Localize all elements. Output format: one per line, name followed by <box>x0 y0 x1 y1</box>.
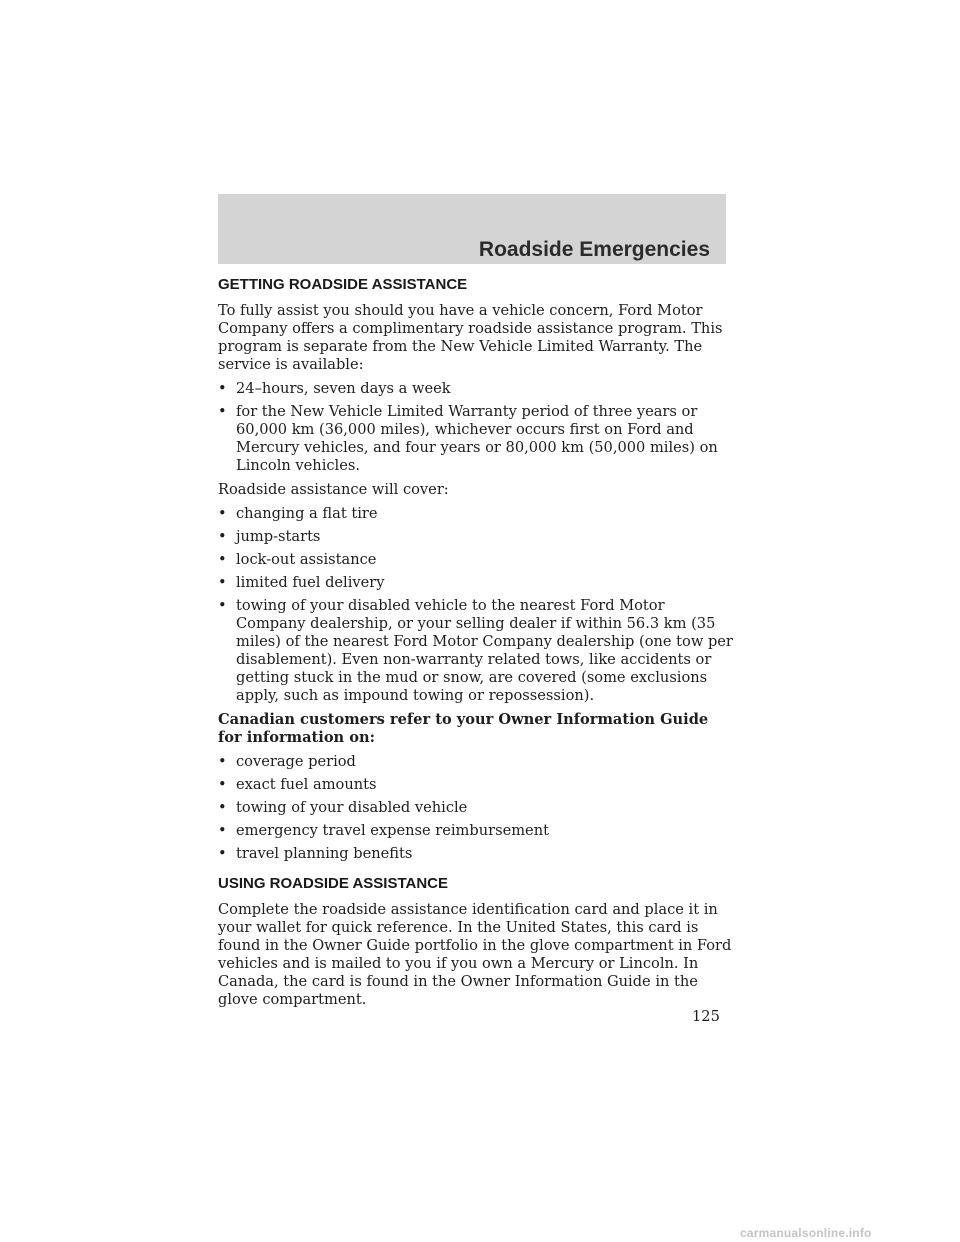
bullet-icon: • <box>218 799 227 816</box>
heading-getting-roadside-assistance: GETTING ROADSIDE ASSISTANCE <box>218 276 468 293</box>
list-item: • towing of your disabled vehicle to the nearest Ford Motor Company dealership, or your selling dealer if within 56.3 km (35 miles) of the nearest Ford Motor Company dealership (one tow per disablement). Even non-warranty related tows, like accidents or getting stuck in the mud or snow, are covered (some exclusions apply, such as impound towing or repossession). <box>218 597 733 704</box>
page-content <box>218 276 733 1015</box>
bullet-icon: • <box>218 505 227 522</box>
list-item: • exact fuel amounts <box>218 776 377 793</box>
coverage-list <box>218 505 733 705</box>
bullet-icon: • <box>218 845 227 862</box>
bullet-icon: • <box>218 403 227 420</box>
list-item: • towing of your disabled vehicle <box>218 799 468 816</box>
coverage-intro: Roadside assistance will cover: <box>218 481 449 498</box>
canada-note: Canadian customers refer to your Owner Information Guide for information on: <box>218 711 709 746</box>
list-item: • coverage period <box>218 753 356 770</box>
bullet-icon: • <box>218 753 227 770</box>
using-paragraph: Complete the roadside assistance identification card and place it in your wallet for quick reference. In the United States, this card is found in the Owner Guide portfolio in the glove compartment in Ford vehicles and is mailed to you if you own a Mercury or Lincoln. In Canada, the card is found in the Owner Information Guide in the glove compartment. <box>218 901 732 1008</box>
list-item: • lock-out assistance <box>218 551 377 568</box>
availability-list <box>218 380 733 475</box>
bullet-icon: • <box>218 528 227 545</box>
list-item: • for the New Vehicle Limited Warranty period of three years or 60,000 km (36,000 miles), whichever occurs first on Ford and Mercury vehicles, and four years or 80,000 km (50,000 miles) on Lincoln vehicles. <box>218 403 718 474</box>
list-item: • limited fuel delivery <box>218 574 385 591</box>
list-item: • jump-starts <box>218 528 321 545</box>
intro-paragraph: To fully assist you should you have a vehicle concern, Ford Motor Company offers a complimentary roadside assistance program. This program is separate from the New Vehicle Limited Warranty. The service is available: <box>218 302 723 373</box>
list-item: • travel planning benefits <box>218 845 413 862</box>
bullet-icon: • <box>218 551 227 568</box>
watermark: carmanualsonline.info <box>740 1226 872 1240</box>
canada-list <box>218 753 733 863</box>
page-number: 125 <box>692 1008 720 1025</box>
bullet-icon: • <box>218 380 227 397</box>
bullet-icon: • <box>218 574 227 591</box>
bullet-icon: • <box>218 776 227 793</box>
section-title: Roadside Emergencies <box>478 238 710 261</box>
list-item: • changing a flat tire <box>218 505 378 522</box>
section-header-band <box>218 194 726 264</box>
list-item: • 24–hours, seven days a week <box>218 380 451 397</box>
list-item: • emergency travel expense reimbursement <box>218 822 549 839</box>
heading-using-roadside-assistance: USING ROADSIDE ASSISTANCE <box>218 875 449 892</box>
bullet-icon: • <box>218 822 227 839</box>
bullet-icon: • <box>218 597 227 614</box>
